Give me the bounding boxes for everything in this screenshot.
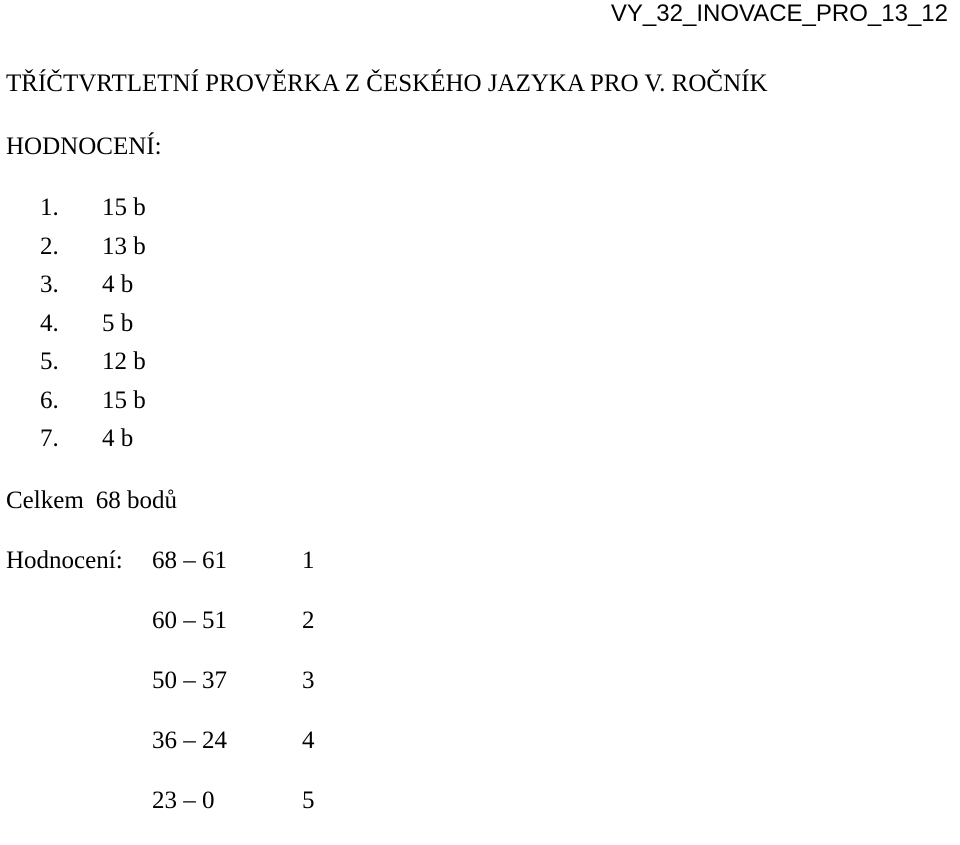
- grading-table: [152, 545, 315, 845]
- grading-grade: 4: [302, 727, 315, 754]
- item-points: 4 b: [102, 271, 134, 298]
- item-number: 3.: [40, 271, 59, 298]
- item-points: 15 b: [102, 386, 146, 414]
- grading-range: 60 – 51: [152, 607, 227, 634]
- section-heading: HODNOCENÍ:: [6, 133, 162, 160]
- item-number: 7.: [40, 425, 59, 452]
- points-list: [40, 192, 146, 462]
- list-item: [40, 346, 146, 385]
- list-item: [40, 308, 146, 347]
- grading-row: [152, 665, 315, 725]
- grading-grade: 3: [302, 667, 315, 694]
- grading-row: [152, 785, 315, 845]
- list-item: [40, 231, 146, 270]
- grading-row: [152, 725, 315, 785]
- total-value: 68 bodů: [95, 487, 178, 514]
- item-points: 12 b: [102, 348, 146, 375]
- grading-range: 68 – 61: [152, 547, 227, 574]
- item-number: 6.: [40, 386, 59, 414]
- total-points: [6, 485, 177, 517]
- list-item: [40, 269, 146, 308]
- item-points: 15 b: [102, 194, 146, 221]
- grading-range: 50 – 37: [152, 667, 227, 694]
- item-number: 1.: [40, 194, 59, 221]
- grading-label: Hodnocení:: [6, 547, 123, 574]
- grading-grade: 5: [302, 787, 315, 814]
- item-points: 13 b: [102, 232, 146, 260]
- grading-row: [152, 605, 315, 665]
- item-points: 5 b: [102, 309, 134, 337]
- item-number: 4.: [40, 309, 59, 337]
- list-item: [40, 423, 146, 462]
- page-title: TŘÍČTVRTLETNÍ PROVĚRKA Z ČESKÉHO JAZYKA PRO V. ROČNÍK: [6, 70, 768, 97]
- grading-grade: 2: [302, 607, 315, 634]
- item-number: 2.: [40, 232, 59, 260]
- document-code: VY_32_INOVACE_PRO_13_12: [610, 0, 948, 27]
- grading-range: 23 – 0: [152, 787, 215, 814]
- grading-range: 36 – 24: [152, 727, 227, 754]
- grading-grade: 1: [302, 547, 315, 574]
- item-number: 5.: [40, 348, 59, 375]
- list-item: [40, 192, 146, 231]
- grading-row: [152, 545, 315, 605]
- total-label: Celkem: [6, 487, 84, 514]
- list-item: [40, 385, 146, 424]
- item-points: 4 b: [102, 425, 134, 452]
